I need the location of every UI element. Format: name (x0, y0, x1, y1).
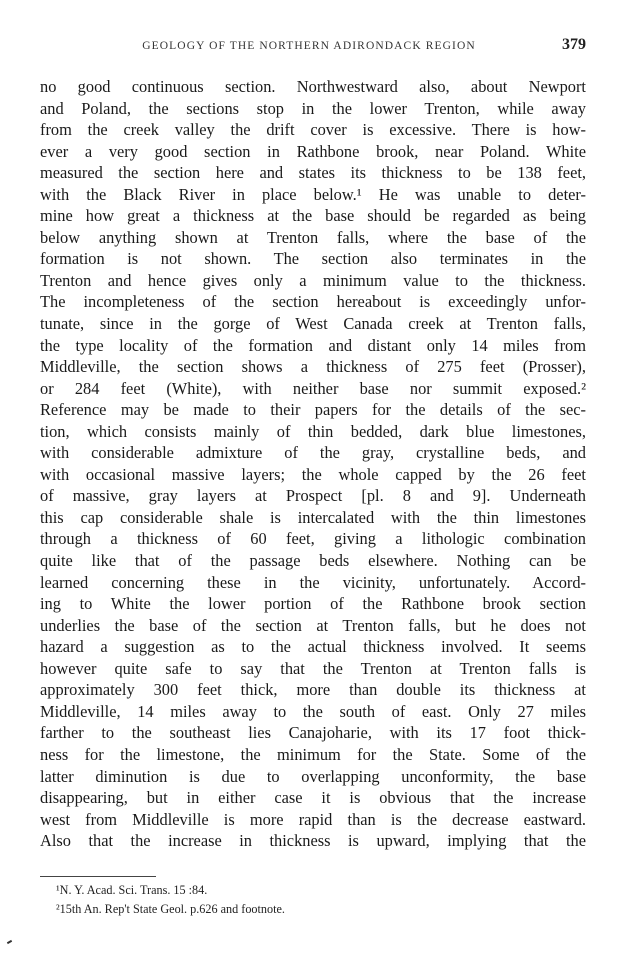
running-head: GEOLOGY OF THE NORTHERN ADIRONDACK REGION (142, 40, 476, 52)
text-line: with the Black River in place below.¹ He was unable to deter- (40, 184, 586, 204)
text-line: through a thickness of 60 feet, giving a lithologic combination (40, 529, 586, 549)
text-line: formation is not shown. The section also terminates in the (40, 249, 586, 269)
text-line: farther to the southeast lies Canajoharie, with its 17 foot thick- (40, 723, 586, 743)
footnotes (56, 881, 285, 919)
scan-speck (7, 940, 12, 944)
text-line: mine how great a thickness at the base should be regarded as being (40, 206, 586, 226)
text-line: approximately 300 feet thick, more than double its thickness at (40, 680, 586, 700)
text-line: from the creek valley the drift cover is excessive. There is how- (40, 120, 586, 140)
text-line: underlies the base of the section at Trenton falls, but he does not (40, 615, 586, 635)
text-line: The incompleteness of the section hereabout is exceedingly unfor- (40, 292, 586, 312)
text-line: disappearing, but in either case it is obvious that the increase (40, 788, 586, 808)
footnote: ¹N. Y. Acad. Sci. Trans. 15 :84. (56, 883, 208, 897)
text-line: or 284 feet (White), with neither base nor summit exposed.² (40, 378, 586, 398)
text-line: tion, which consists mainly of thin bedded, dark blue limestones, (40, 421, 586, 441)
text-line: Middleville, 14 miles away to the south of east. Only 27 miles (40, 701, 586, 721)
text-line: below anything shown at Trenton falls, where the base of the (40, 227, 586, 247)
text-line: of massive, gray layers at Prospect [pl. 8 and 9]. Underneath (40, 486, 586, 506)
text-line: tunate, since in the gorge of West Canada creek at Trenton falls, (40, 314, 586, 334)
text-line: west from Middleville is more rapid than is the decrease eastward. (40, 809, 586, 829)
text-line: measured the section here and states its thickness to be 138 feet, (40, 163, 586, 183)
body-text (40, 76, 586, 852)
text-line: ness for the limestone, the minimum for the State. Some of the (40, 744, 586, 764)
text-line: Trenton and hence gives only a minimum value to the thickness. (40, 270, 586, 290)
text-line: and Poland, the sections stop in the lower Trenton, while away (40, 98, 586, 118)
text-line: Middleville, the section shows a thickness of 275 feet (Prosser), (40, 357, 586, 377)
text-line: with considerable admixture of the gray, crystalline beds, and (40, 443, 586, 463)
text-line: Reference may be made to their papers for the details of the sec- (40, 400, 586, 420)
text-line: ing to White the lower portion of the Rathbone brook section (40, 594, 586, 614)
page-number: 379 (562, 36, 586, 53)
footnote: ²15th An. Rep't State Geol. p.626 and footnote. (56, 902, 285, 916)
text-line: with occasional massive layers; the whole capped by the 26 feet (40, 464, 586, 484)
text-line: learned concerning these in the vicinity, unfortunately. Accord- (40, 572, 586, 592)
text-line: latter diminution is due to overlapping unconformity, the base (40, 766, 586, 786)
text-line: however quite safe to say that the Trenton at Trenton falls is (40, 658, 586, 678)
text-line: no good continuous section. Northwestward also, about Newport (40, 77, 586, 96)
text-line: hazard a suggestion as to the actual thickness involved. It seems (40, 637, 586, 657)
text-line: this cap considerable shale is intercalated with the thin limestones (40, 507, 586, 527)
text-line: quite like that of the passage beds elsewhere. Nothing can be (40, 551, 586, 571)
footnote-rule (40, 876, 156, 877)
text-line: the type locality of the formation and distant only 14 miles from (40, 335, 586, 355)
text-line: Also that the increase in thickness is upward, implying that the (40, 831, 586, 851)
text-line: ever a very good section in Rathbone brook, near Poland. White (40, 141, 586, 161)
